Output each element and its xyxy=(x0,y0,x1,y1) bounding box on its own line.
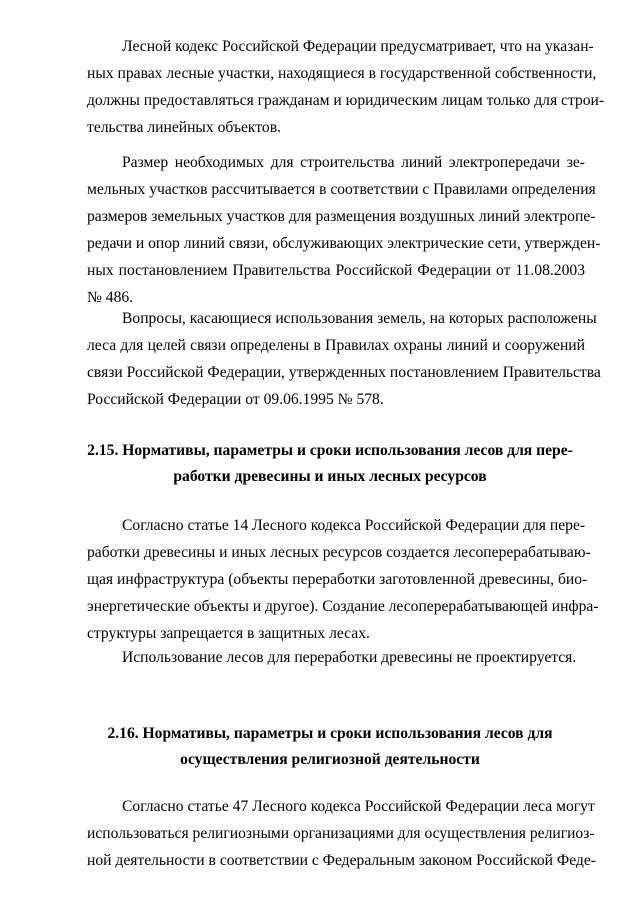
text-line: ной деятельности в соответствии с Федеральным законом Российской Феде- xyxy=(87,852,596,869)
text-line: Российской Федерации от 09.06.1995 № 578. xyxy=(87,391,384,408)
text-line: Вопросы, касающиеся использования земель, на которых расположены xyxy=(122,310,597,327)
text-line: размеров земельных участков для размещения воздушных линий электропе- xyxy=(87,208,596,225)
heading-line: осуществления религиозной деятельности xyxy=(180,751,480,768)
text-line: Размер необходимых для строительства линий электропередачи зе- xyxy=(122,154,585,171)
text-line: ных правах лесные участки, находящиеся в государственной собственности, xyxy=(87,65,597,82)
text-line: структуры запрещается в защитных лесах. xyxy=(87,625,370,642)
text-line: связи Российской Федерации, утвержденных постановлением Правительства xyxy=(87,364,601,381)
text-line: леса для целей связи определены в Правилах охраны линий и сооружений xyxy=(87,337,585,354)
text-line: должны предоставляться гражданам и юридическим лицам только для строи- xyxy=(87,92,605,109)
text-line: тельства линейных объектов. xyxy=(87,119,281,136)
heading-line: работки древесины и иных лесных ресурсов xyxy=(173,468,487,485)
text-line: ных постановлением Правительства Российской Федерации от 11.08.2003 xyxy=(87,262,585,279)
text-line: Лесной кодекс Российской Федерации предусматривает, что на указан- xyxy=(122,38,594,55)
text-line: энергетические объекты и другое). Создание лесоперерабатывающей инфра- xyxy=(87,598,599,615)
text-line: мельных участков рассчитывается в соответствии с Правилами определения xyxy=(87,181,596,198)
text-line: Согласно статье 47 Лесного кодекса Российской Федерации леса могут xyxy=(122,798,595,815)
text-line: Согласно статье 14 Лесного кодекса Российской Федерации для пере- xyxy=(122,517,586,534)
text-line: № 486. xyxy=(87,289,134,306)
heading-line: 2.16. Нормативы, параметры и сроки использования лесов для xyxy=(107,725,553,742)
text-line: редачи и опор линий связи, обслуживающих электрические сети, утвержден- xyxy=(87,235,601,252)
text-line: щая инфраструктура (объекты переработки заготовленной древесины, био- xyxy=(87,571,588,588)
heading-line: 2.15. Нормативы, параметры и сроки использования лесов для пере- xyxy=(87,442,573,459)
text-line: использоваться религиозными организациями для осуществления религиоз- xyxy=(87,825,595,842)
text-line: работки древесины и иных лесных ресурсов создается лесоперерабатываю- xyxy=(87,544,591,561)
text-line: Использование лесов для переработки древесины не проектируется. xyxy=(122,649,577,666)
